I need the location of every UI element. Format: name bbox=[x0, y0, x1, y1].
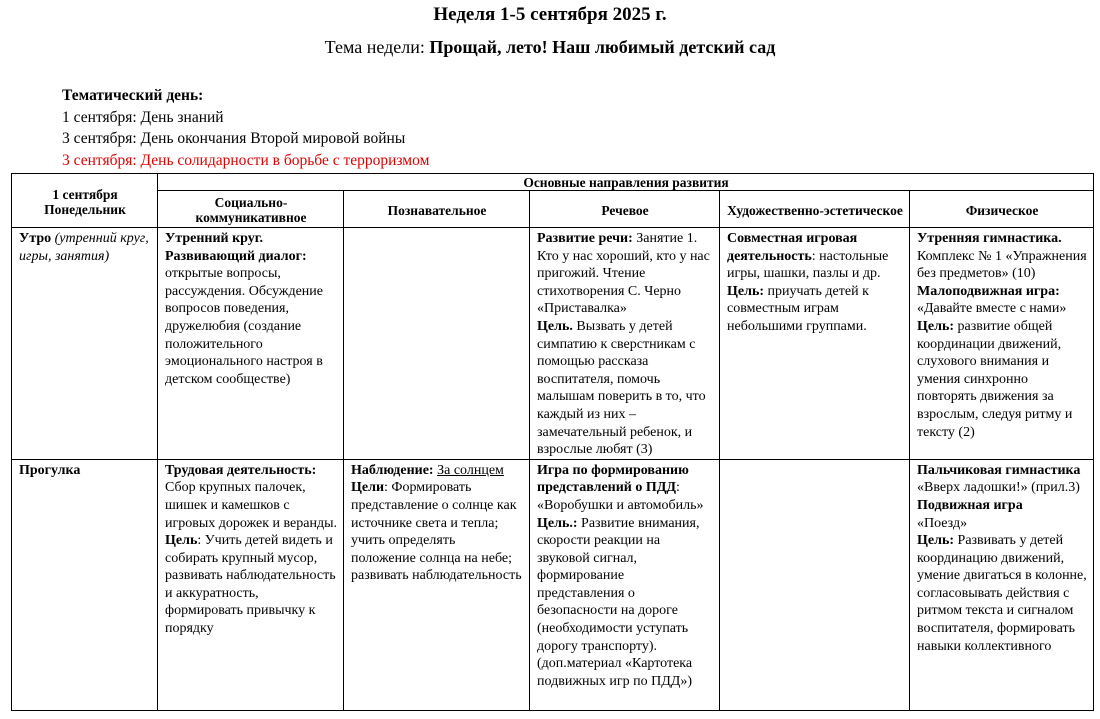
cell-text: Комплекс № 1 «Упражнения без предметов» (10) bbox=[917, 248, 1087, 282]
theme-title: Прощай, лето! Наш любимый детский сад bbox=[429, 37, 776, 57]
cell-heading: Развитие речи: bbox=[537, 231, 633, 246]
cell-text: : «Воробушки и автомобиль» bbox=[537, 480, 704, 513]
cell-heading: Утренний круг. bbox=[165, 231, 264, 246]
cell-walk-speech bbox=[530, 459, 720, 710]
cell-walk-social bbox=[158, 459, 344, 710]
cell-morning-social bbox=[158, 228, 344, 460]
cell-heading: Цель: bbox=[727, 283, 765, 299]
cell-heading: Цели bbox=[351, 480, 385, 496]
cell-heading: Игра по формированию представлений о ПДД bbox=[537, 462, 689, 496]
day-header-cell bbox=[12, 174, 158, 228]
plan-table bbox=[11, 173, 1094, 711]
cell-text: Занятие 1. Кто у нас хороший, кто у нас пригожий. Чтение стихотворения С. Черно «Приставалка» bbox=[537, 231, 710, 317]
cell-text: «Поезд» bbox=[917, 515, 968, 531]
cell-text: За солнцем bbox=[437, 462, 504, 478]
column-header-speech: Речевое bbox=[530, 191, 720, 228]
cell-text: : Формировать представление о солнце как источнике света и тепла; учить определять положение солнца на небе; развивать наблюдательность bbox=[351, 480, 522, 584]
row-label: Прогулка bbox=[19, 462, 81, 478]
week-title: Неделя 1-5 сентября 2025 г. bbox=[433, 4, 667, 25]
cell-text: открытые вопросы, рассуждения. Обсуждение вопросов поведения, дружелюбия (создание положительного эмоционального настроя в детском сообществе) bbox=[165, 266, 323, 387]
cell-text: развитие общей координации движений, слухового внимания и умения синхронно повторять движения за взрослым, следуя ритму и тексту (2) bbox=[917, 318, 1073, 440]
cell-morning-art bbox=[720, 228, 910, 460]
row-label: Утро bbox=[19, 231, 52, 246]
thematic-day-item: 1 сентября: День знаний bbox=[62, 108, 224, 126]
cell-text: «Давайте вместе с нами» bbox=[917, 301, 1067, 317]
cell-heading: Пальчиковая гимнастика bbox=[917, 462, 1081, 478]
cell-heading: Совместная игровая деятельность bbox=[727, 231, 858, 264]
cell-heading: Цель.: bbox=[537, 515, 578, 531]
cell-heading: Цель bbox=[165, 533, 198, 549]
column-header-cognitive: Познавательное bbox=[344, 191, 530, 228]
cell-heading: Наблюдение: bbox=[351, 462, 434, 478]
row-label-note: (утренний круг, игры, занятия) bbox=[19, 231, 149, 264]
cell-morning-physical bbox=[910, 228, 1094, 460]
cell-heading: Развивающий диалог: bbox=[165, 248, 307, 264]
cell-text: Развивать у детей координацию движений, умение двигаться в колонне, согласовывать действия с ритмом текста и сигналом воспитателя, формировать навыки коллективного bbox=[917, 533, 1087, 654]
cell-heading: Цель. bbox=[537, 318, 573, 334]
thematic-days bbox=[62, 85, 429, 171]
day-weekday: Понедельник bbox=[44, 201, 126, 217]
cell-heading: Цель: bbox=[917, 318, 955, 334]
cell-text: «Вверх ладошки!» (прил.3) bbox=[917, 480, 1080, 496]
thematic-day-item: 3 сентября: День окончания Второй мировой войны bbox=[62, 130, 406, 147]
cell-heading: Трудовая деятельность: bbox=[165, 462, 317, 478]
cell-heading: Цель: bbox=[917, 533, 955, 549]
cell-morning-cognitive bbox=[344, 228, 530, 460]
directions-header: Основные направления развития bbox=[158, 174, 1094, 191]
table-row-morning bbox=[12, 228, 1094, 460]
cell-heading: Подвижная игра bbox=[917, 497, 1023, 513]
day-date: 1 сентября bbox=[52, 186, 118, 202]
cell-text: приучать детей к совместным играм небольшими группами. bbox=[727, 283, 869, 334]
table-row-walk bbox=[12, 459, 1094, 710]
column-header-art: Художественно-эстетическое bbox=[720, 191, 910, 228]
thematic-day-item-highlighted: 3 сентября: День солидарности в борьбе с терроризмом bbox=[62, 151, 430, 169]
cell-heading: Малоподвижная игра: bbox=[917, 283, 1060, 299]
column-header-physical: Физическое bbox=[910, 191, 1094, 228]
thematic-days-heading: Тематический день: bbox=[62, 87, 204, 104]
cell-text: Развитие внимания, скорости реакции на звуковой сигнал, формирование представления о безопасности на дороге (необходимости уступать дорогу транспорту). (доп.материал «Картотека подвижных игр по ПДД») bbox=[537, 515, 700, 689]
row-label-morning bbox=[12, 228, 158, 460]
theme-prefix: Тема недели: bbox=[324, 37, 430, 57]
cell-walk-art bbox=[720, 459, 910, 710]
cell-text: Сбор крупных палочек, шишек и камешков с игровых дорожек и веранды. bbox=[165, 480, 337, 531]
cell-heading: Утренняя гимнастика. bbox=[917, 231, 1062, 246]
cell-morning-speech bbox=[530, 228, 720, 460]
cell-text: Вызвать у детей симпатию к сверстникам с помощью рассказа воспитателя, помочь малышам поверить в то, что каждый из них – замечательный ребенок, и взрослые любят (3) bbox=[537, 318, 706, 458]
table-header-row bbox=[12, 174, 1094, 191]
row-label-walk bbox=[12, 459, 158, 710]
cell-text: : настольные игры, шашки, пазлы и др. bbox=[727, 248, 889, 282]
cell-walk-cognitive bbox=[344, 459, 530, 710]
columns-header-row bbox=[12, 191, 1094, 228]
week-theme bbox=[0, 37, 1100, 58]
column-header-social: Социально-коммуникативное bbox=[158, 191, 344, 228]
cell-text: : Учить детей видеть и собирать крупный мусор, развивать наблюдательность и аккуратность, формировать привычку к порядку bbox=[165, 533, 336, 637]
cell-walk-physical bbox=[910, 459, 1094, 710]
